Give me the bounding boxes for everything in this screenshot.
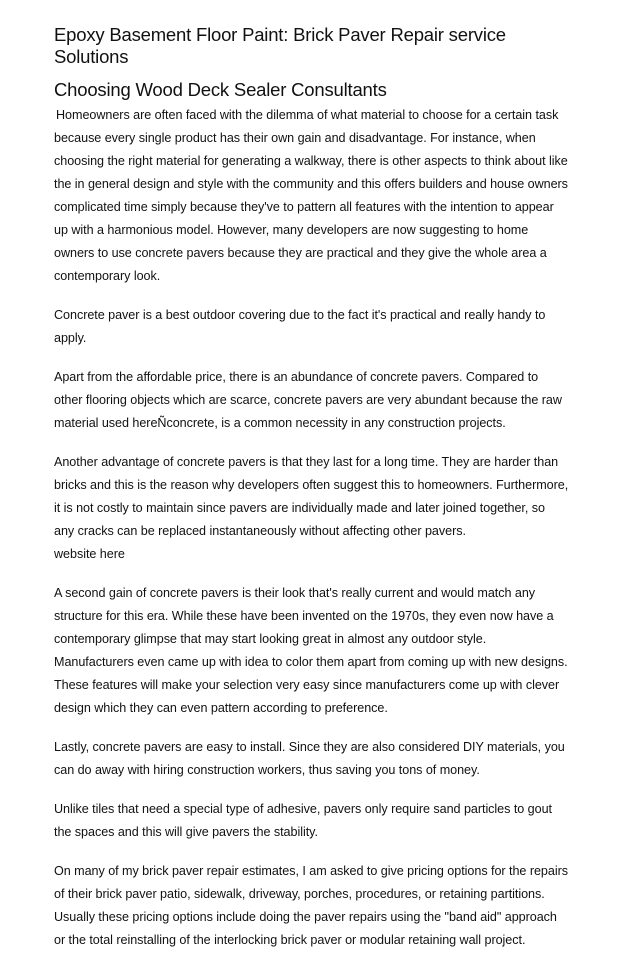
- text-line: owners to use concrete pavers because they are practical and they give the whole area a: [54, 246, 547, 260]
- document-page: [54, 24, 594, 968]
- paragraph-repair-estimates: [54, 860, 594, 952]
- text-line: it is not costly to maintain since pavers are individually made and later joined together, so: [54, 501, 545, 515]
- text-line: apply.: [54, 331, 87, 345]
- text-line: any cracks can be replaced instantaneously without affecting other pavers.: [54, 524, 466, 538]
- article-body: [54, 104, 594, 952]
- text-line: Another advantage of concrete pavers is that they last for a long time. They are harder than: [54, 455, 559, 469]
- section-heading: Choosing Wood Deck Sealer Consultants: [54, 79, 387, 100]
- text-line: A second gain of concrete pavers is their look that's really current and would match any: [54, 586, 536, 600]
- text-line: Usually these pricing options include doing the paver repairs using the "band aid" approach: [54, 910, 557, 924]
- document-title-line: Epoxy Basement Floor Paint: Brick Paver Repair service: [54, 24, 506, 45]
- paragraph-tiles-comparison: [54, 798, 594, 844]
- text-line: Lastly, concrete pavers are easy to install. Since they are also considered DIY materials, you: [54, 740, 565, 754]
- text-line: Concrete paver is a best outdoor covering due to the fact it's practical and really handy to: [54, 308, 546, 322]
- text-line: because every single product has their own gain and disadvantage. For instance, when: [54, 131, 536, 145]
- paragraph-appearance: [54, 582, 594, 720]
- text-line: material used hereÑconcrete, is a common necessity in any construction projects.: [54, 416, 506, 430]
- text-line: can do away with hiring construction workers, thus saving you tons of money.: [54, 763, 480, 777]
- text-line: structure for this era. While these have been invented on the 1970s, they even now have a: [54, 609, 554, 623]
- text-line: complicated time simply because they've to pattern all features with the intention to appear: [54, 200, 554, 214]
- website-link-text: website here: [54, 547, 125, 561]
- text-line: On many of my brick paver repair estimates, I am asked to give pricing options for the repairs: [54, 864, 568, 878]
- document-title: [54, 24, 594, 68]
- text-line: contemporary look.: [54, 269, 161, 283]
- text-line: up with a harmonious model. However, many developers are now suggesting to home: [54, 223, 529, 237]
- text-line: of their brick paver patio, sidewalk, driveway, porches, procedures, or retaining partitions.: [54, 887, 545, 901]
- paragraph-intro: [54, 104, 594, 288]
- text-line: choosing the right material for generating a walkway, there is other aspects to think about like: [54, 154, 568, 168]
- text-line: bricks and this is the reason why developers often suggest this to homeowners. Furthermore,: [54, 478, 569, 492]
- text-line: other flooring objects which are scarce, concrete pavers are very abundant because the raw: [54, 393, 562, 407]
- text-line: the in general design and style with the community and this offers builders and house owners: [54, 177, 568, 191]
- text-line: the spaces and this will give pavers the stability.: [54, 825, 318, 839]
- text-line: Unlike tiles that need a special type of adhesive, pavers only require sand particles to gout: [54, 802, 552, 816]
- text-line: or the total reinstalling of the interlocking brick paver or modular retaining wall project.: [54, 933, 526, 947]
- text-line: These features will make your selection very easy since manufacturers come up with clever: [54, 678, 560, 692]
- text-line: Manufacturers even came up with idea to color them apart from coming up with new designs.: [54, 655, 568, 669]
- paragraph-durability: [54, 451, 594, 566]
- text-line: Apart from the affordable price, there is an abundance of concrete pavers. Compared to: [54, 370, 539, 384]
- text-line: design which they can even pattern according to preference.: [54, 701, 388, 715]
- paragraph-affordable-price: [54, 366, 594, 435]
- text-line: contemporary glimpse that may start looking great in almost any outdoor style.: [54, 632, 487, 646]
- paragraph-outdoor-covering: [54, 304, 594, 350]
- paragraph-easy-install: [54, 736, 594, 782]
- document-title-line: Solutions: [54, 46, 129, 67]
- text-line: Homeowners are often faced with the dilemma of what material to choose for a certain task: [56, 108, 559, 122]
